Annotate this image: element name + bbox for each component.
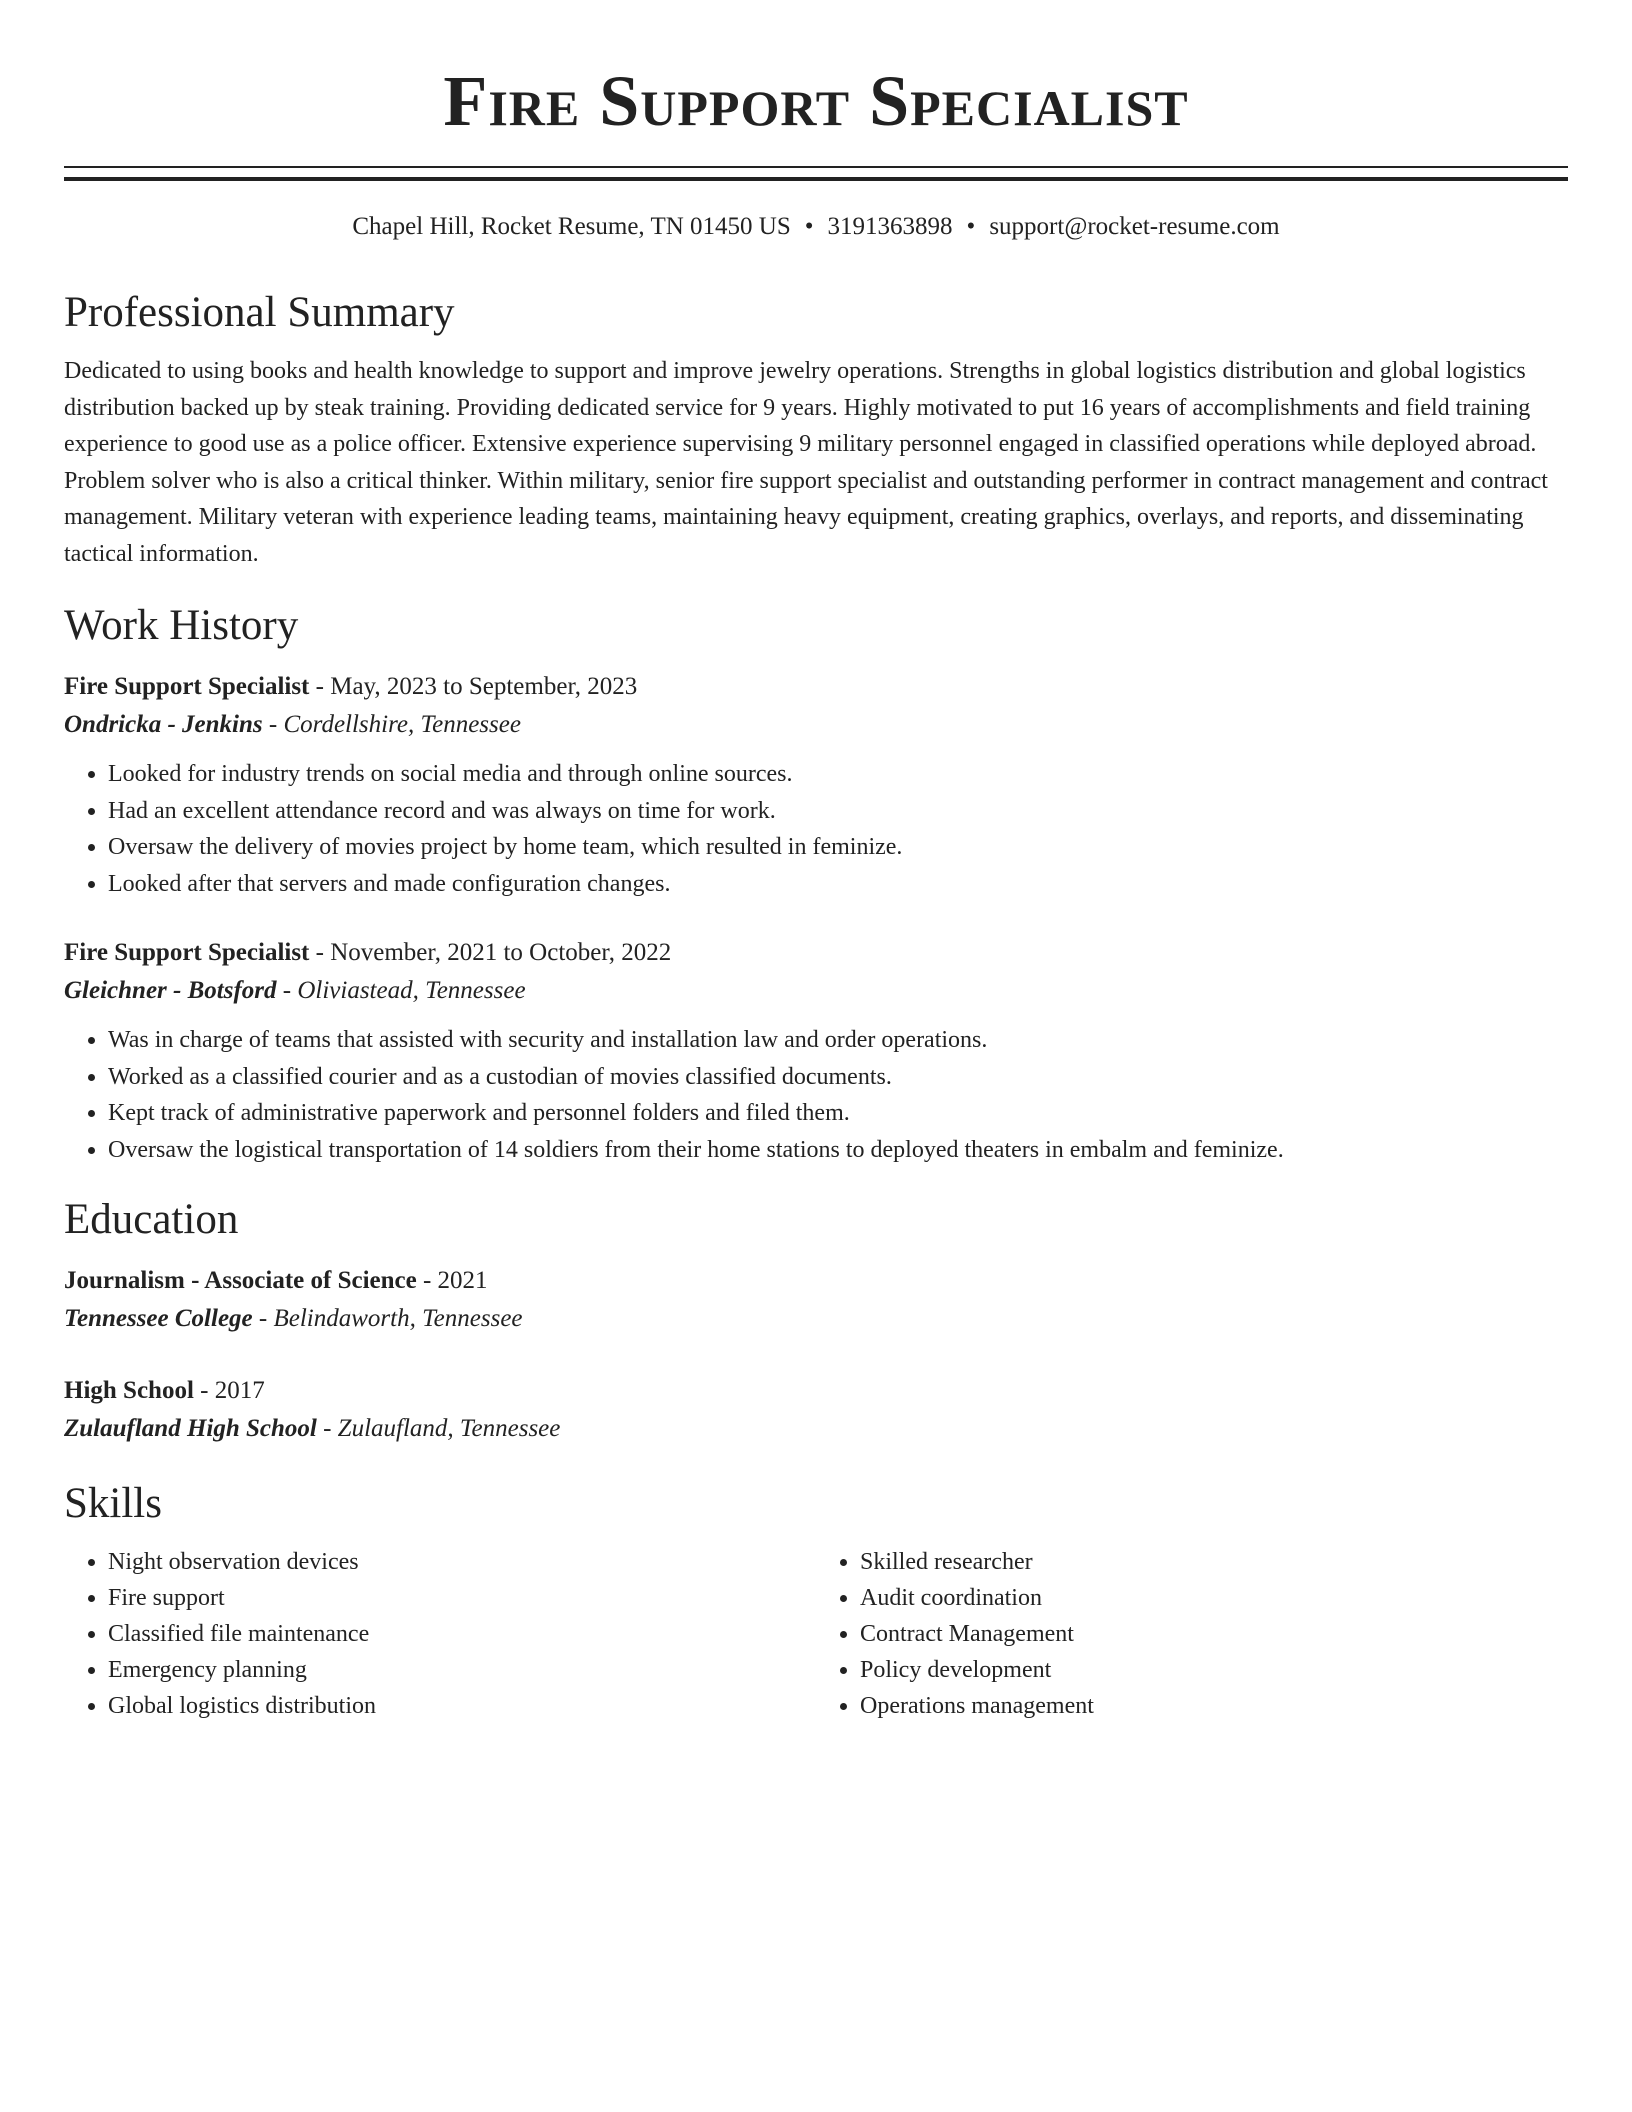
education-location: - Belindaworth, Tennessee [252,1305,523,1332]
job-location: - Cordellshire, Tennessee [262,711,521,738]
education-location: - Zulaufland, Tennessee [316,1415,561,1442]
education-entry [64,1372,1568,1448]
work-history-heading: Work History [64,602,299,649]
education-school-line [64,1410,1568,1448]
skill-item: • Audit coordination [860,1580,1568,1616]
skill-item: • Fire support [108,1580,816,1616]
education-degree-line [64,1262,1568,1300]
skills-heading: Skills [64,1480,162,1527]
skill-item: • Global logistics distribution [108,1688,816,1724]
job-title-line [64,934,1568,972]
job-bullet: • Kept track of administrative paperwork and personnel folders and filed them. [108,1095,1568,1132]
education-degree: High School [64,1377,194,1404]
skills-columns [64,1544,1568,1724]
contact-line [64,211,1568,243]
job-employer-line [64,706,1568,744]
education-school-line [64,1300,1568,1338]
contact-address: Chapel Hill, Rocket Resume, TN 01450 US [352,213,791,240]
job-bullet: • Had an excellent attendance record and was always on time for work. [108,793,1568,830]
education-degree: Journalism - Associate of Science [64,1267,417,1294]
job-entry [64,934,1568,1168]
job-company: Ondricka - Jenkins [64,711,263,738]
education-school: Tennessee College [64,1305,253,1332]
skill-item: • Night observation devices [108,1544,816,1580]
job-entry [64,668,1568,902]
job-bullets [64,1022,1568,1168]
skill-item: • Operations management [860,1688,1568,1724]
job-title-line [64,668,1568,706]
skills-list-right [816,1544,1568,1724]
skill-item: • Classified file maintenance [108,1616,816,1652]
resume-name: Fire Support Specialist [443,61,1189,141]
job-bullet: • Looked for industry trends on social media and through online sources. [108,756,1568,793]
contact-email: support@rocket-resume.com [989,213,1280,240]
education-entry [64,1262,1568,1338]
education-year: - 2017 [193,1377,265,1404]
education-heading: Education [64,1196,239,1243]
education-year: - 2021 [416,1267,488,1294]
contact-separator: • [966,213,976,240]
contact-phone: 3191363898 [827,213,953,240]
job-bullet: • Oversaw the delivery of movies project by home team, which resulted in feminize. [108,829,1568,866]
job-role: Fire Support Specialist [64,673,310,700]
job-dates: - May, 2023 to September, 2023 [309,673,638,700]
skills-list-left [64,1544,816,1724]
education-degree-line [64,1372,1568,1410]
job-location: - Oliviastead, Tennessee [276,977,526,1004]
job-company: Gleichner - Botsford [64,977,277,1004]
summary-heading: Professional Summary [64,289,455,336]
job-bullet: • Oversaw the logistical transportation of 14 soldiers from their home stations to deployed theaters in embalm and feminize. [108,1132,1568,1169]
skill-item: • Skilled researcher [860,1544,1568,1580]
job-bullet: • Was in charge of teams that assisted with security and installation law and order operations. [108,1022,1568,1059]
skill-item: • Policy development [860,1652,1568,1688]
job-role: Fire Support Specialist [64,939,310,966]
skill-item: • Contract Management [860,1616,1568,1652]
job-bullets [64,756,1568,902]
summary-text: Dedicated to using books and health knowledge to support and improve jewelry operations. Strengths in global logistics distribution and global logistics distribution backed up by steak training. Providing dedicated service for 9 years. Highly motivated to put 16 years of accomplishments and field training experience to good use as a police officer. Extensive experience supervising 9 military personnel engaged in classified operations while deployed abroad. Problem solver who is also a critical thinker. Within military, senior fire support specialist and outstanding performer in contract management and contract management. Military veteran with experience leading teams, maintaining heavy equipment, creating graphics, overlays, and reports, and disseminating tactical information. [64,358,1548,567]
contact-separator: • [804,213,814,240]
education-school: Zulaufland High School [64,1415,317,1442]
skill-item: • Emergency planning [108,1652,816,1688]
header-divider [64,166,1568,181]
job-bullet: • Worked as a classified courier and as a custodian of movies classified documents. [108,1059,1568,1096]
job-dates: - November, 2021 to October, 2022 [309,939,672,966]
job-bullet: • Looked after that servers and made configuration changes. [108,866,1568,903]
job-employer-line [64,972,1568,1010]
